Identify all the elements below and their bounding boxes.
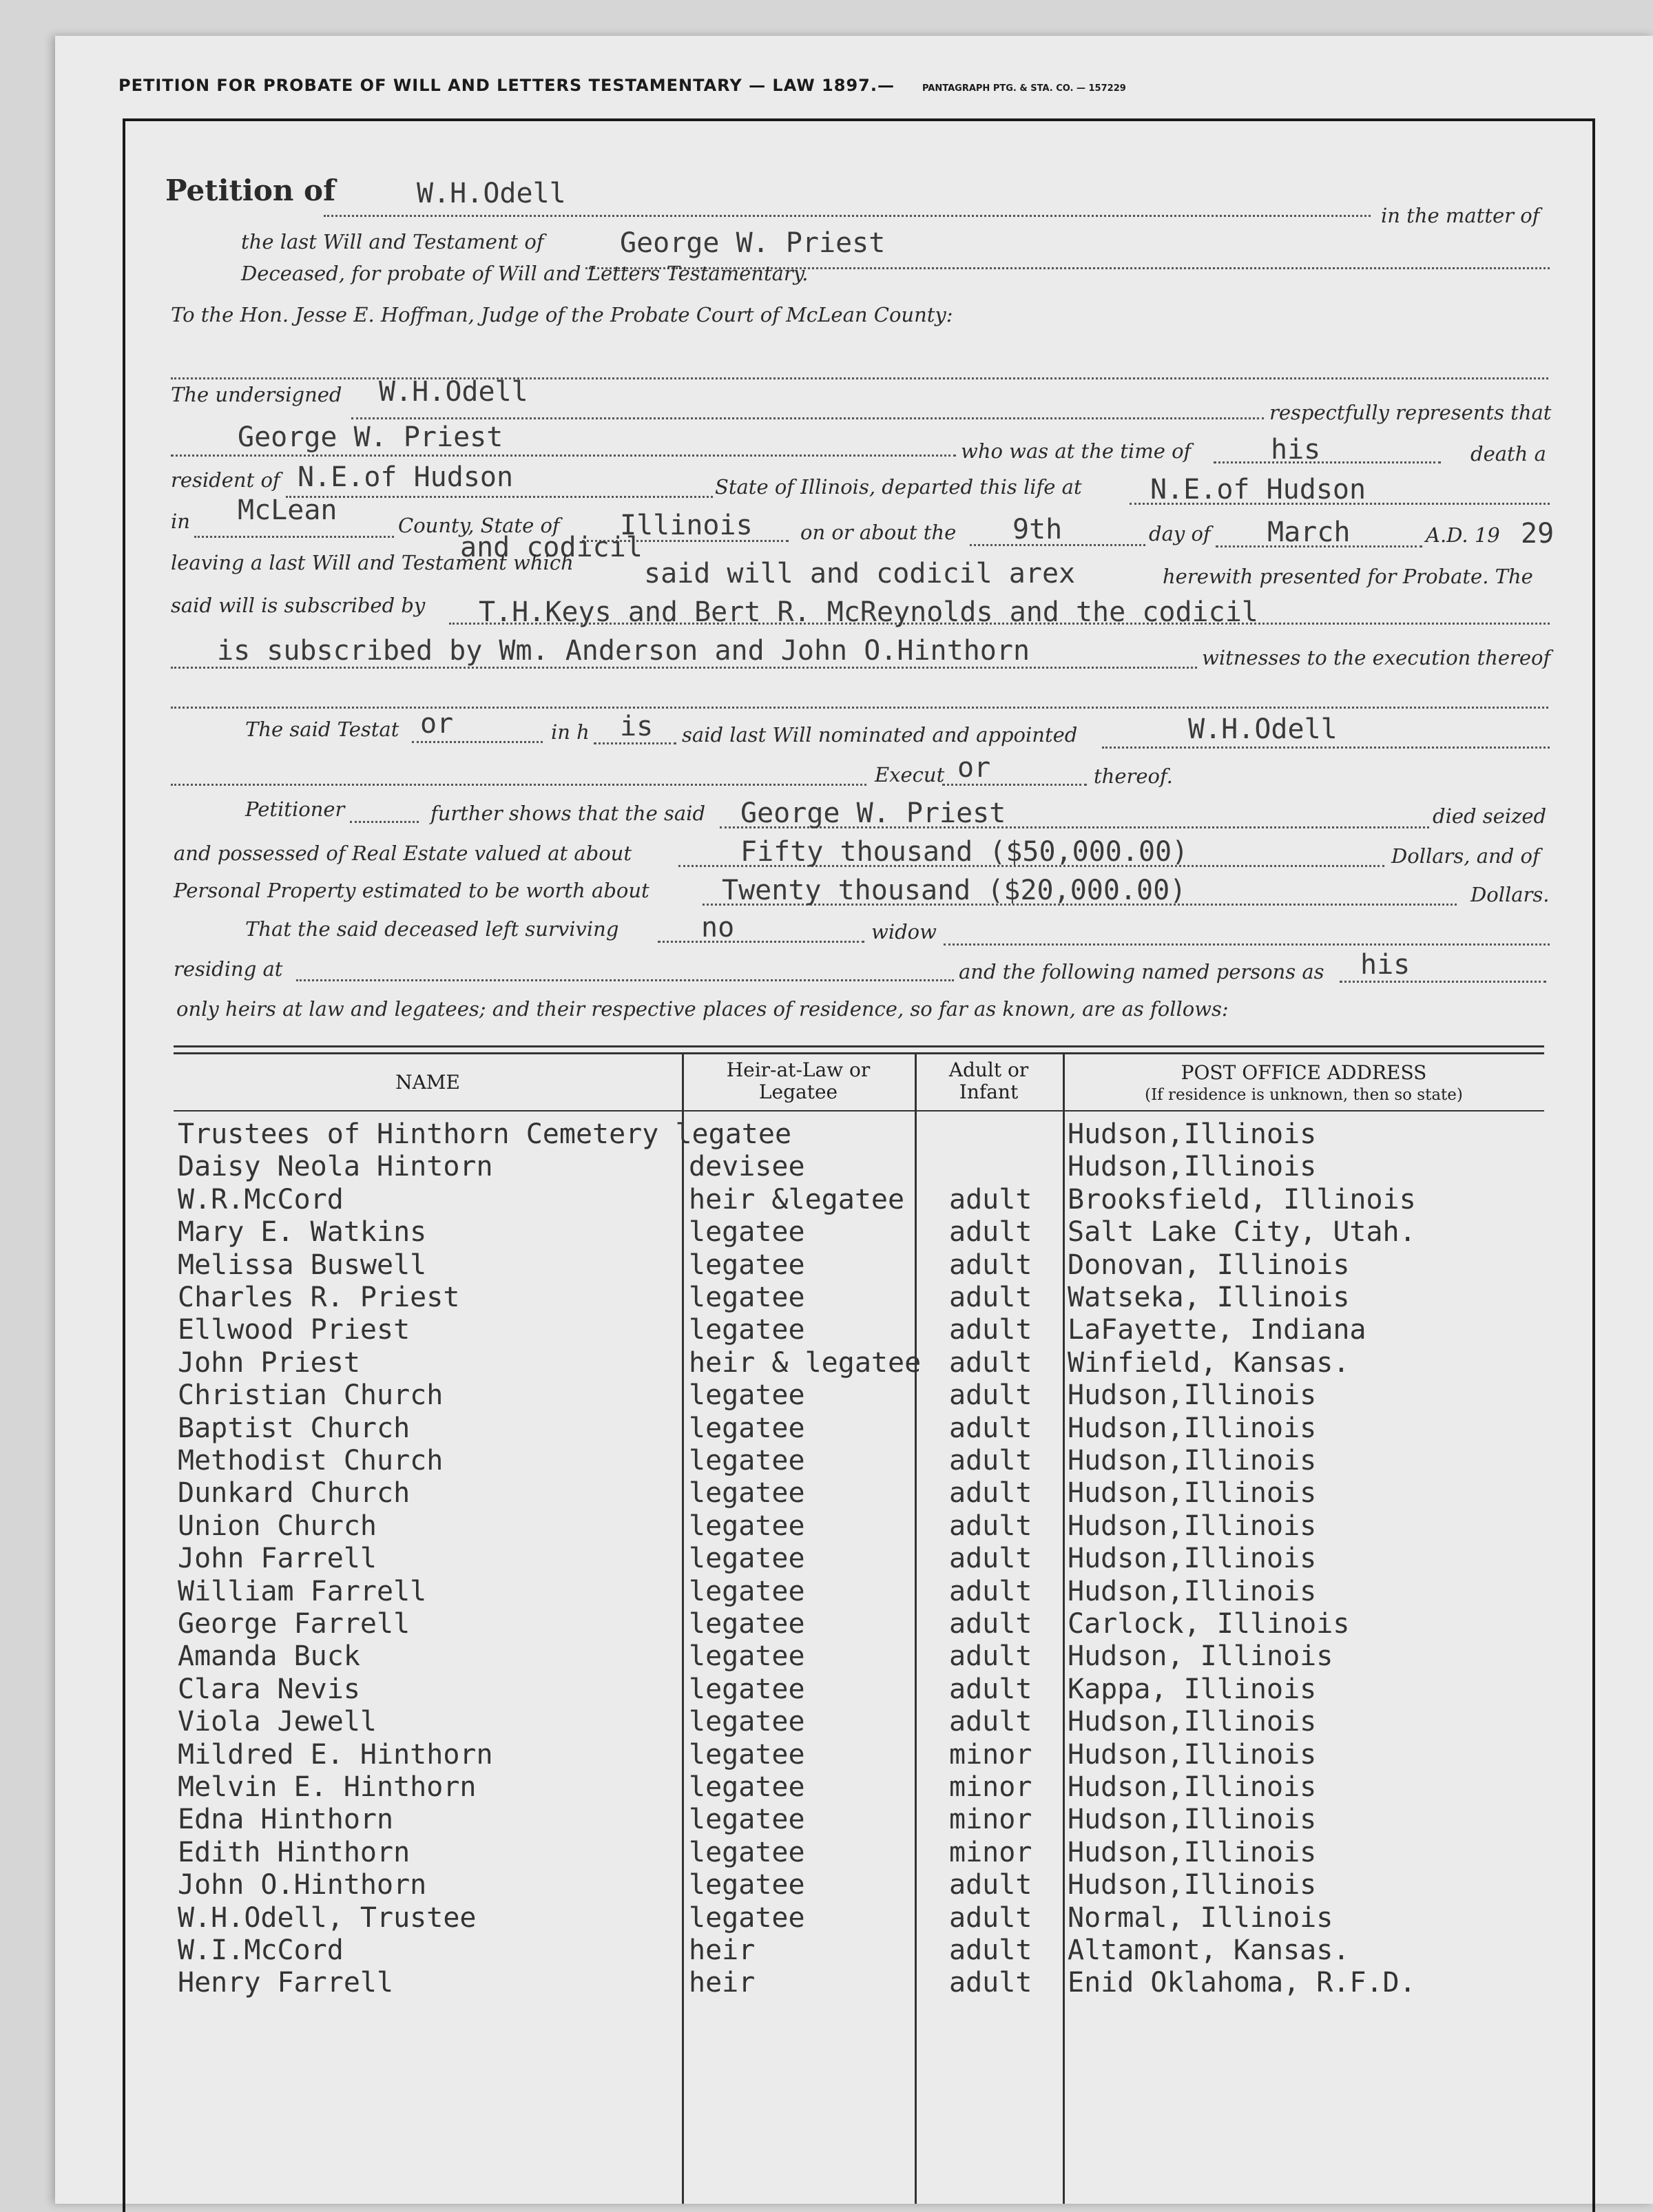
heir-name: W.I.McCord xyxy=(178,1934,344,1966)
dotted-line xyxy=(171,455,956,457)
heir-address: Kappa, Illinois xyxy=(1068,1673,1317,1705)
heir-type: legatee xyxy=(689,1445,805,1477)
appointed-name: W.H.Odell xyxy=(1188,713,1338,745)
heir-age: adult xyxy=(949,1412,1032,1444)
testat-suffix: or xyxy=(420,708,454,740)
dotted-line xyxy=(1102,747,1550,749)
resident-location: N.E.of Hudson xyxy=(298,461,514,493)
heir-name: Christian Church xyxy=(178,1379,444,1412)
heir-address: Brooksfield, Illinois xyxy=(1068,1183,1416,1215)
heir-address: Donovan, Illinois xyxy=(1068,1249,1350,1281)
heir-header-line-2: Legatee xyxy=(758,1081,838,1103)
heir-age: adult xyxy=(949,1934,1032,1966)
heir-type: legatee xyxy=(689,1249,805,1281)
heir-type: heir &legatee xyxy=(689,1183,905,1215)
heir-address: Enid Oklahoma, R.F.D. xyxy=(1068,1967,1416,1999)
dotted-line xyxy=(171,667,1197,669)
column-divider xyxy=(682,1054,684,2204)
heir-type: legatee xyxy=(689,1575,805,1607)
dotted-line xyxy=(324,215,1371,217)
heir-type: devisee xyxy=(689,1151,805,1183)
deceased-name: George W. Priest xyxy=(238,421,503,453)
heir-name: Daisy Neola Hintorn xyxy=(178,1151,493,1183)
nominated-label: said last Will nominated and appointed xyxy=(682,723,1078,747)
heir-age: adult xyxy=(949,1706,1032,1738)
heir-name: W.R.McCord xyxy=(178,1183,344,1215)
heir-address: Hudson,Illinois xyxy=(1068,1543,1317,1575)
death-day: 9th xyxy=(1012,514,1063,545)
to-judge-line: To the Hon. Jesse E. Hoffman, Judge of the Probate Court of McLean County: xyxy=(171,303,953,326)
heir-address: Salt Lake City, Utah. xyxy=(1068,1216,1416,1249)
heir-type: legatee xyxy=(689,1640,805,1673)
undersigned-label: The undersigned xyxy=(171,383,342,406)
testator-name: George W. Priest xyxy=(620,227,886,259)
heir-address: Hudson,Illinois xyxy=(1068,1379,1317,1412)
heir-column-header xyxy=(682,1059,915,1103)
residing-at-label: residing at xyxy=(174,957,283,981)
heir-name: Melvin E. Hinthorn xyxy=(178,1771,477,1803)
heir-age: minor xyxy=(949,1738,1032,1771)
dotted-line xyxy=(171,707,1548,709)
heir-address: Hudson,Illinois xyxy=(1068,1445,1317,1477)
heir-address: Winfield, Kansas. xyxy=(1068,1346,1350,1379)
heir-name: Charles R. Priest xyxy=(178,1282,460,1313)
county-name: McLean xyxy=(238,494,337,526)
heir-age: adult xyxy=(949,1249,1032,1281)
heir-address: Hudson,Illinois xyxy=(1068,1869,1317,1901)
heir-age: adult xyxy=(949,1869,1032,1901)
heir-age: adult xyxy=(949,1608,1032,1640)
day-of-label: day of xyxy=(1149,522,1211,545)
widow-label: widow xyxy=(871,920,937,943)
only-heirs-line: only heirs at law and legatees; and their respective places of residence, so far as known, are as follows: xyxy=(176,997,1229,1021)
heir-age: adult xyxy=(949,1640,1032,1673)
dotted-line xyxy=(171,784,866,786)
personal-property-value: Twenty thousand ($20,000.00) xyxy=(722,875,1187,906)
his-time-of: his xyxy=(1271,434,1321,466)
dotted-line xyxy=(296,979,954,981)
undersigned-name: W.H.Odell xyxy=(379,376,528,408)
heir-name: John Priest xyxy=(178,1346,360,1379)
death-a-label: death a xyxy=(1470,442,1546,466)
table-top-rule-2 xyxy=(174,1052,1544,1054)
dotted-line xyxy=(286,496,713,498)
dotted-line xyxy=(658,941,864,943)
following-named-label: and the following named persons as xyxy=(959,960,1324,983)
petition-of-label: Petition of xyxy=(165,174,336,207)
subscribed-by-label: said will is subscribed by xyxy=(171,594,426,617)
table-top-rule xyxy=(174,1045,1544,1047)
heir-name: Trustees of Hinthorn Cemetery legatee xyxy=(178,1118,792,1150)
heir-name: W.H.Odell, Trustee xyxy=(178,1901,477,1934)
on-or-about-label: on or about the xyxy=(800,521,957,544)
heir-name: Edna Hinthorn xyxy=(178,1804,394,1836)
heir-address: Hudson,Illinois xyxy=(1068,1804,1317,1836)
dotted-line xyxy=(1340,981,1546,983)
heir-age: adult xyxy=(949,1575,1032,1607)
heir-name: Melissa Buswell xyxy=(178,1249,427,1281)
form-title: PETITION FOR PROBATE OF WILL AND LETTERS TESTAMENTARY — LAW 1897.— xyxy=(118,76,895,95)
died-seized-label: died seized xyxy=(1433,804,1547,828)
dotted-line xyxy=(942,784,1087,786)
subscribed-line-1: T.H.Keys and Bert R. McReynolds and the codicil xyxy=(479,596,1258,628)
heir-address: Hudson,Illinois xyxy=(1068,1771,1317,1803)
address-header-line-2: (If residence is unknown, then so state) xyxy=(1145,1086,1463,1104)
printer-credit: PANTAGRAPH PTG. & STA. CO. — 157229 xyxy=(922,83,1126,94)
heir-address: LaFayette, Indiana xyxy=(1068,1314,1366,1346)
heir-type: legatee xyxy=(689,1608,805,1640)
heir-name: Edith Hinthorn xyxy=(178,1836,410,1868)
personal-property-label: Personal Property estimated to be worth about xyxy=(174,879,649,902)
address-header-line-1: POST OFFICE ADDRESS xyxy=(1181,1061,1427,1084)
heir-address: Hudson,Illinois xyxy=(1068,1575,1317,1607)
dollars-label: Dollars. xyxy=(1470,883,1550,906)
will-phrase: said will and codicil arex xyxy=(644,558,1076,589)
heir-name: George Farrell xyxy=(178,1608,410,1640)
witnesses-label: witnesses to the execution thereof xyxy=(1202,646,1551,669)
heir-age: adult xyxy=(949,1183,1032,1215)
adult-column-header xyxy=(915,1059,1063,1103)
real-estate-value: Fifty thousand ($50,000.00) xyxy=(740,836,1189,868)
thereof-label: thereof. xyxy=(1094,764,1173,788)
his-suffix: is xyxy=(620,711,654,742)
heir-address: Carlock, Illinois xyxy=(1068,1608,1350,1640)
dotted-line xyxy=(350,821,419,823)
who-was-label: who was at the time of xyxy=(961,439,1192,463)
dollars-and-of-label: Dollars, and of xyxy=(1391,844,1540,868)
left-surviving-label: That the said deceased left surviving xyxy=(245,917,619,941)
heir-type: heir xyxy=(689,1967,756,1999)
heir-type: heir xyxy=(689,1934,756,1966)
heir-name: Amanda Buck xyxy=(178,1640,360,1673)
heir-name: Baptist Church xyxy=(178,1412,410,1444)
heir-address: Hudson,Illinois xyxy=(1068,1738,1317,1771)
column-divider xyxy=(915,1054,917,2204)
herewith-label: herewith presented for Probate. The xyxy=(1163,565,1533,588)
in-h-label: in h xyxy=(551,720,590,744)
heir-address: Hudson,Illinois xyxy=(1068,1412,1317,1444)
heir-age: adult xyxy=(949,1314,1032,1346)
heir-address: Normal, Illinois xyxy=(1068,1901,1333,1934)
heir-name: John Farrell xyxy=(178,1543,377,1575)
column-divider xyxy=(1063,1054,1065,2204)
heir-type: legatee xyxy=(689,1836,805,1868)
subscribed-line-2: is subscribed by Wm. Anderson and John O.Hinthorn xyxy=(217,635,1030,667)
departed-location: N.E.of Hudson xyxy=(1150,474,1366,505)
dotted-line xyxy=(594,742,676,744)
said-testat-label: The said Testat xyxy=(245,718,399,741)
execut-label: Execut xyxy=(875,763,945,786)
heir-type: legatee xyxy=(689,1282,805,1313)
heir-type: legatee xyxy=(689,1706,805,1738)
heir-address: Hudson,Illinois xyxy=(1068,1477,1317,1510)
resident-of-label: resident of xyxy=(171,468,280,492)
heir-name: William Farrell xyxy=(178,1575,427,1607)
heir-age: adult xyxy=(949,1477,1032,1510)
heir-address: Hudson,Illinois xyxy=(1068,1836,1317,1868)
heir-type: legatee xyxy=(689,1314,805,1346)
heir-age: adult xyxy=(949,1901,1032,1934)
heir-address: Hudson, Illinois xyxy=(1068,1640,1333,1673)
heir-name: Viola Jewell xyxy=(178,1706,377,1738)
said-person-name: George W. Priest xyxy=(740,797,1006,829)
heir-name: Mildred E. Hinthorn xyxy=(178,1738,493,1771)
as-his-value: his xyxy=(1360,949,1411,981)
heir-type: legatee xyxy=(689,1771,805,1803)
heir-type: legatee xyxy=(689,1477,805,1510)
heir-age: minor xyxy=(949,1836,1032,1868)
heir-type: legatee xyxy=(689,1901,805,1934)
heir-address: Hudson,Illinois xyxy=(1068,1151,1317,1183)
heir-age: adult xyxy=(949,1346,1032,1379)
heir-age: adult xyxy=(949,1379,1032,1412)
real-estate-label: and possessed of Real Estate valued at about xyxy=(174,842,632,865)
heir-name: Henry Farrell xyxy=(178,1967,394,1999)
heir-address: Hudson,Illinois xyxy=(1068,1118,1317,1150)
heir-type: legatee xyxy=(689,1673,805,1705)
heir-address: Hudson,Illinois xyxy=(1068,1510,1317,1542)
form-header xyxy=(118,76,1126,95)
heir-name: Mary E. Watkins xyxy=(178,1216,427,1249)
state-name: Illinois xyxy=(620,510,753,541)
heir-address: Watseka, Illinois xyxy=(1068,1282,1350,1313)
heir-age: minor xyxy=(949,1804,1032,1836)
heir-type: legatee xyxy=(689,1543,805,1575)
dotted-line xyxy=(412,741,543,743)
heir-type: legatee xyxy=(689,1379,805,1412)
heir-age: adult xyxy=(949,1282,1032,1313)
dotted-line xyxy=(171,377,1548,379)
dotted-line xyxy=(194,536,394,538)
petitioner-label: Petitioner xyxy=(245,797,345,821)
respectfully-label: respectfully represents that xyxy=(1269,401,1552,424)
heir-header-line-1: Heir-at-Law or xyxy=(726,1058,871,1081)
heir-name: John O.Hinthorn xyxy=(178,1869,427,1901)
heir-type: heir & legatee xyxy=(689,1346,922,1379)
heir-type: legatee xyxy=(689,1869,805,1901)
surviving-value: no xyxy=(701,912,735,943)
heir-type: legatee xyxy=(689,1738,805,1771)
heir-age: adult xyxy=(949,1445,1032,1477)
table-header-rule xyxy=(174,1110,1544,1112)
county-state-label: County, State of xyxy=(398,514,560,537)
heir-name: Union Church xyxy=(178,1510,377,1542)
heir-type: legatee xyxy=(689,1804,805,1836)
heir-type: legatee xyxy=(689,1216,805,1249)
state-departed-label: State of Illinois, departed this life at xyxy=(715,475,1082,499)
adult-header-line-1: Adult or xyxy=(948,1058,1029,1081)
dotted-line xyxy=(944,943,1550,946)
heir-name: Dunkard Church xyxy=(178,1477,410,1510)
name-column-header: NAME xyxy=(395,1071,460,1094)
codicil-insert: and codicil xyxy=(460,532,643,563)
in-matter-of-label: in the matter of xyxy=(1381,204,1540,227)
further-shows-label: further shows that the said xyxy=(430,802,706,825)
heir-age: minor xyxy=(949,1771,1032,1803)
death-month: March xyxy=(1267,517,1351,548)
heir-age: adult xyxy=(949,1967,1032,1999)
heir-age: adult xyxy=(949,1673,1032,1705)
deceased-line: Deceased, for probate of Will and Letters Testamentary. xyxy=(241,262,809,285)
leaving-label: leaving a last Will and Testament which xyxy=(171,551,574,574)
heir-name: Ellwood Priest xyxy=(178,1314,410,1346)
heir-type: legatee xyxy=(689,1510,805,1542)
heir-type: legatee xyxy=(689,1412,805,1444)
heir-age: adult xyxy=(949,1216,1032,1249)
in-label: in xyxy=(171,510,190,533)
heir-name: Clara Nevis xyxy=(178,1673,360,1705)
execut-suffix: or xyxy=(957,752,991,784)
address-column-header xyxy=(1063,1062,1545,1106)
ad-label: A.D. 19 xyxy=(1426,523,1500,547)
heir-age: adult xyxy=(949,1543,1032,1575)
heir-age: adult xyxy=(949,1510,1032,1542)
heir-address: Hudson,Illinois xyxy=(1068,1706,1317,1738)
heir-address: Altamont, Kansas. xyxy=(1068,1934,1350,1966)
dotted-line xyxy=(351,417,1264,419)
dotted-line xyxy=(1214,461,1441,463)
heir-name: Methodist Church xyxy=(178,1445,444,1477)
petitioner-name: W.H.Odell xyxy=(417,178,566,209)
last-will-label: the last Will and Testament of xyxy=(241,230,544,253)
adult-header-line-2: Infant xyxy=(959,1081,1019,1103)
death-year: 29 xyxy=(1521,518,1555,550)
